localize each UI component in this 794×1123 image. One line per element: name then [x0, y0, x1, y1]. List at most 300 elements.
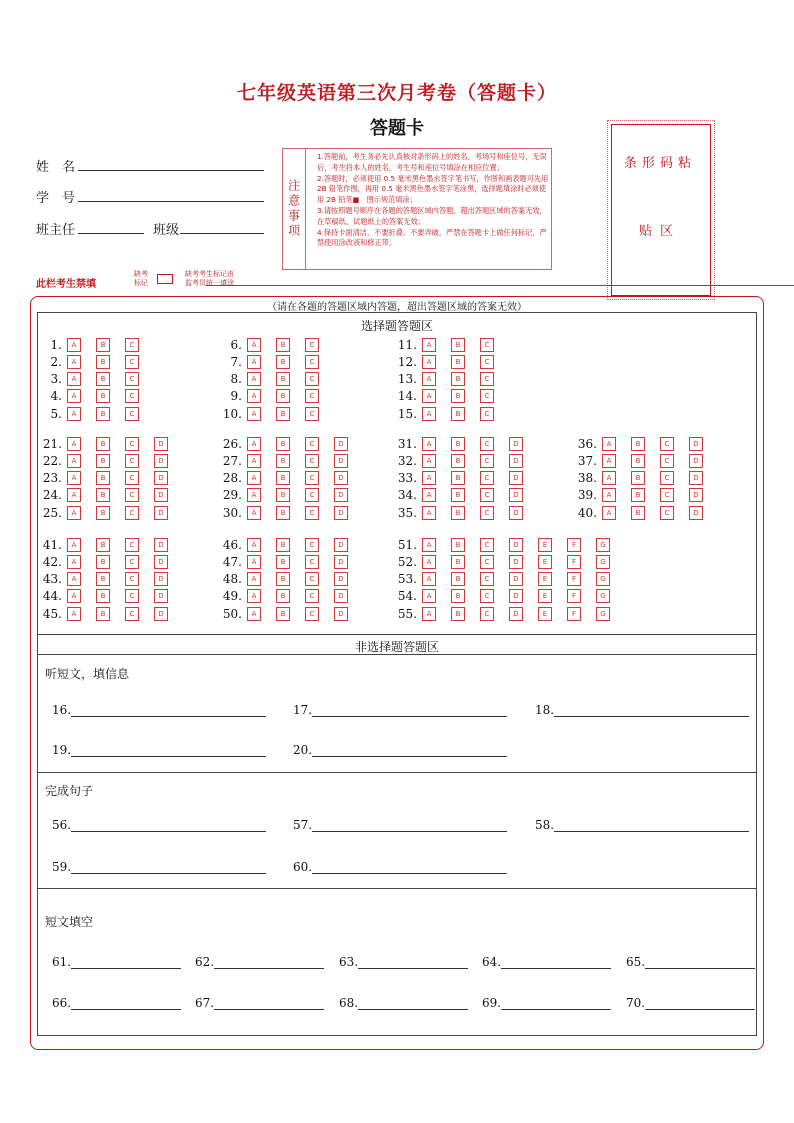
option-bubble-a[interactable]: A: [67, 437, 81, 451]
question-number: 41.: [42, 537, 62, 552]
option-bubble-d[interactable]: D: [334, 488, 348, 502]
option-bubble-f[interactable]: F: [567, 572, 581, 586]
answer-blank[interactable]: [554, 703, 749, 717]
option-bubble-b[interactable]: B: [631, 437, 645, 451]
option-bubble-a[interactable]: A: [247, 488, 261, 502]
option-bubble-b[interactable]: B: [96, 538, 110, 552]
answer-blank[interactable]: [645, 955, 755, 969]
option-bubble-c[interactable]: C: [305, 607, 319, 621]
option-bubble-c[interactable]: C: [305, 555, 319, 569]
option-bubble-d[interactable]: D: [334, 538, 348, 552]
question-number: 40.: [577, 505, 597, 520]
option-bubble-d[interactable]: D: [689, 488, 703, 502]
option-bubble-a[interactable]: A: [247, 538, 261, 552]
fill-number: 70.: [626, 996, 646, 1010]
question-number: 38.: [577, 471, 597, 486]
choice-question-29: [210, 488, 363, 503]
option-bubble-c[interactable]: C: [480, 338, 494, 352]
option-bubble-c[interactable]: C: [125, 555, 139, 569]
option-bubble-a[interactable]: A: [67, 372, 81, 386]
option-bubble-a[interactable]: A: [422, 589, 436, 603]
option-bubble-d[interactable]: D: [334, 437, 348, 451]
option-bubble-d[interactable]: D: [334, 471, 348, 485]
option-bubble-c[interactable]: C: [305, 355, 319, 369]
option-bubble-d[interactable]: D: [154, 488, 168, 502]
choice-question-8: [210, 372, 334, 387]
answer-blank[interactable]: [214, 996, 324, 1010]
option-bubble-b[interactable]: B: [96, 338, 110, 352]
answer-blank[interactable]: [71, 743, 266, 757]
answer-blank[interactable]: [71, 860, 266, 874]
option-bubble-e[interactable]: E: [538, 555, 552, 569]
option-bubble-c[interactable]: C: [480, 355, 494, 369]
option-bubble-c[interactable]: C: [125, 538, 139, 552]
option-bubble-c[interactable]: C: [305, 437, 319, 451]
option-bubble-b[interactable]: B: [451, 607, 465, 621]
option-bubble-a[interactable]: A: [67, 572, 81, 586]
option-bubble-a[interactable]: A: [67, 471, 81, 485]
choice-question-52: [385, 554, 625, 569]
option-bubble-c[interactable]: C: [480, 572, 494, 586]
fill-number: 19.: [52, 743, 72, 757]
option-bubble-d[interactable]: D: [154, 555, 168, 569]
answer-blank[interactable]: [71, 955, 181, 969]
option-bubble-e[interactable]: E: [538, 607, 552, 621]
option-bubble-d[interactable]: D: [334, 555, 348, 569]
option-bubble-b[interactable]: B: [276, 538, 290, 552]
option-bubble-b[interactable]: B: [96, 555, 110, 569]
answer-blank[interactable]: [214, 955, 324, 969]
option-bubble-b[interactable]: B: [631, 471, 645, 485]
option-bubble-c[interactable]: C: [305, 338, 319, 352]
option-bubble-a[interactable]: A: [422, 338, 436, 352]
id-field[interactable]: [78, 201, 264, 202]
option-bubble-c[interactable]: C: [125, 437, 139, 451]
option-bubble-b[interactable]: B: [451, 506, 465, 520]
option-bubble-d[interactable]: D: [334, 506, 348, 520]
question-number: 2.: [50, 354, 62, 369]
option-bubble-g[interactable]: G: [596, 538, 610, 552]
option-bubble-b[interactable]: B: [276, 407, 290, 421]
option-bubble-a[interactable]: A: [422, 607, 436, 621]
option-bubble-b[interactable]: B: [276, 372, 290, 386]
option-bubble-d[interactable]: D: [509, 437, 523, 451]
choice-question-30: [210, 505, 363, 520]
option-bubble-c[interactable]: C: [305, 589, 319, 603]
choice-question-51: [385, 537, 625, 552]
option-bubble-b[interactable]: B: [451, 572, 465, 586]
question-number: 23.: [42, 471, 62, 486]
option-bubble-d[interactable]: D: [509, 572, 523, 586]
option-bubble-b[interactable]: B: [276, 355, 290, 369]
option-bubble-c[interactable]: C: [305, 488, 319, 502]
question-number: 51.: [397, 537, 417, 552]
option-bubble-a[interactable]: A: [247, 372, 261, 386]
option-bubble-b[interactable]: B: [96, 506, 110, 520]
option-bubble-d[interactable]: D: [509, 538, 523, 552]
option-bubble-b[interactable]: B: [451, 407, 465, 421]
option-bubble-d[interactable]: D: [334, 572, 348, 586]
option-bubble-a[interactable]: A: [67, 506, 81, 520]
option-bubble-a[interactable]: A: [247, 607, 261, 621]
option-bubble-a[interactable]: A: [67, 338, 81, 352]
choice-question-28: [210, 471, 363, 486]
choice-question-38: [565, 471, 718, 486]
option-bubble-a[interactable]: A: [247, 506, 261, 520]
option-bubble-a[interactable]: A: [67, 389, 81, 403]
option-bubble-a[interactable]: A: [602, 488, 616, 502]
option-bubble-c[interactable]: C: [480, 607, 494, 621]
choice-question-6: [210, 337, 334, 352]
teacher-field[interactable]: [78, 233, 144, 234]
option-bubble-d[interactable]: D: [154, 607, 168, 621]
option-bubble-b[interactable]: B: [276, 338, 290, 352]
cloze-heading: 短文填空: [45, 915, 94, 929]
option-bubble-b[interactable]: B: [276, 607, 290, 621]
option-bubble-d[interactable]: D: [334, 589, 348, 603]
answer-blank[interactable]: [358, 996, 468, 1010]
fill-number: 68.: [339, 996, 359, 1010]
option-bubble-a[interactable]: A: [422, 372, 436, 386]
option-bubble-g[interactable]: G: [596, 607, 610, 621]
notice-line: 4.保持卡面清洁，不要折叠、不要弄破，严禁在答题卡上做任何标记，严禁使用涂改液和修正带。: [317, 227, 547, 248]
option-bubble-b[interactable]: B: [276, 471, 290, 485]
option-bubble-c[interactable]: C: [660, 437, 674, 451]
question-number: 15.: [397, 406, 417, 421]
fill-number: 65.: [626, 955, 646, 969]
fill-number: 66.: [52, 996, 72, 1010]
question-number: 55.: [397, 606, 417, 621]
option-bubble-c[interactable]: C: [480, 538, 494, 552]
answer-blank[interactable]: [501, 955, 611, 969]
option-bubble-a[interactable]: A: [602, 454, 616, 468]
option-bubble-a[interactable]: A: [247, 355, 261, 369]
question-number: 49.: [222, 589, 242, 604]
option-bubble-a[interactable]: A: [422, 471, 436, 485]
option-bubble-a[interactable]: A: [247, 471, 261, 485]
option-bubble-a[interactable]: A: [247, 407, 261, 421]
fill-item-61: [52, 955, 181, 969]
question-number: 37.: [577, 453, 597, 468]
option-bubble-a[interactable]: A: [422, 407, 436, 421]
fill-number: 60.: [293, 860, 313, 874]
option-bubble-c[interactable]: C: [480, 437, 494, 451]
option-bubble-g[interactable]: G: [596, 589, 610, 603]
option-bubble-d[interactable]: D: [334, 454, 348, 468]
option-bubble-b[interactable]: B: [96, 488, 110, 502]
option-bubble-b[interactable]: B: [276, 506, 290, 520]
option-bubble-c[interactable]: C: [125, 572, 139, 586]
option-bubble-b[interactable]: B: [96, 454, 110, 468]
option-bubble-b[interactable]: B: [96, 372, 110, 386]
option-bubble-d[interactable]: D: [154, 572, 168, 586]
choice-question-40: [565, 505, 718, 520]
class-field[interactable]: [180, 233, 264, 234]
option-bubble-c[interactable]: C: [125, 389, 139, 403]
sheet-instruction: （请在各题的答题区域内答题，超出答题区域的答案无效）: [267, 302, 527, 313]
fill-number: 69.: [482, 996, 502, 1010]
option-bubble-c[interactable]: C: [125, 407, 139, 421]
option-bubble-d[interactable]: D: [154, 437, 168, 451]
option-bubble-e[interactable]: E: [538, 589, 552, 603]
option-bubble-a[interactable]: A: [67, 407, 81, 421]
option-bubble-e[interactable]: E: [538, 538, 552, 552]
answer-blank[interactable]: [312, 703, 507, 717]
option-bubble-a[interactable]: A: [247, 572, 261, 586]
answer-blank[interactable]: [312, 743, 507, 757]
answer-blank[interactable]: [501, 996, 611, 1010]
choice-question-27: [210, 453, 363, 468]
option-bubble-a[interactable]: A: [67, 488, 81, 502]
fill-number: 18.: [535, 703, 555, 717]
option-bubble-c[interactable]: C: [480, 407, 494, 421]
option-bubble-b[interactable]: B: [96, 355, 110, 369]
option-bubble-b[interactable]: B: [451, 471, 465, 485]
question-number: 14.: [397, 389, 417, 404]
answer-blank[interactable]: [312, 860, 507, 874]
option-bubble-d[interactable]: D: [509, 488, 523, 502]
option-bubble-a[interactable]: A: [247, 437, 261, 451]
option-bubble-c[interactable]: C: [480, 488, 494, 502]
option-bubble-a[interactable]: A: [422, 572, 436, 586]
option-bubble-d[interactable]: D: [154, 454, 168, 468]
option-bubble-b[interactable]: B: [631, 506, 645, 520]
option-bubble-c[interactable]: C: [660, 454, 674, 468]
option-bubble-a[interactable]: A: [247, 389, 261, 403]
option-bubble-d[interactable]: D: [509, 589, 523, 603]
option-bubble-c[interactable]: C: [125, 607, 139, 621]
option-bubble-c[interactable]: C: [480, 589, 494, 603]
option-bubble-a[interactable]: A: [422, 437, 436, 451]
option-bubble-a[interactable]: A: [422, 389, 436, 403]
option-bubble-a[interactable]: A: [67, 555, 81, 569]
option-bubble-b[interactable]: B: [96, 589, 110, 603]
option-bubble-d[interactable]: D: [689, 437, 703, 451]
absent-note: 缺考考生标记由 监考员统一填涂: [185, 270, 234, 287]
option-bubble-a[interactable]: A: [67, 454, 81, 468]
option-bubble-c[interactable]: C: [660, 506, 674, 520]
option-bubble-c[interactable]: C: [125, 471, 139, 485]
fill-item-16: [52, 703, 266, 717]
fill-item-18: [535, 703, 749, 717]
option-bubble-c[interactable]: C: [480, 555, 494, 569]
option-bubble-a[interactable]: A: [422, 506, 436, 520]
choice-question-9: [210, 389, 334, 404]
option-bubble-a[interactable]: A: [422, 454, 436, 468]
option-bubble-a[interactable]: A: [602, 471, 616, 485]
option-bubble-d[interactable]: D: [689, 506, 703, 520]
option-bubble-b[interactable]: B: [451, 437, 465, 451]
option-bubble-d[interactable]: D: [689, 471, 703, 485]
option-bubble-b[interactable]: B: [451, 589, 465, 603]
answer-blank[interactable]: [312, 818, 507, 832]
choice-question-32: [385, 453, 538, 468]
option-bubble-a[interactable]: A: [247, 454, 261, 468]
option-bubble-b[interactable]: B: [276, 454, 290, 468]
option-bubble-c[interactable]: C: [305, 372, 319, 386]
notice-text: [317, 152, 549, 249]
option-bubble-a[interactable]: A: [247, 555, 261, 569]
choice-question-31: [385, 436, 538, 451]
question-number: 1.: [50, 337, 62, 352]
exam-title: 七年级英语第三次月考卷（答题卡）: [236, 82, 557, 104]
choice-question-36: [565, 436, 718, 451]
option-bubble-c[interactable]: C: [125, 355, 139, 369]
option-bubble-c[interactable]: C: [480, 471, 494, 485]
option-bubble-a[interactable]: A: [422, 555, 436, 569]
option-bubble-c[interactable]: C: [480, 372, 494, 386]
option-bubble-c[interactable]: C: [125, 506, 139, 520]
option-bubble-c[interactable]: C: [660, 488, 674, 502]
choice-question-44: [30, 589, 183, 604]
choice-question-15: [385, 406, 509, 421]
fill-number: 20.: [293, 743, 313, 757]
answer-blank[interactable]: [71, 996, 181, 1010]
question-number: 30.: [222, 505, 242, 520]
option-bubble-a[interactable]: A: [602, 437, 616, 451]
option-bubble-f[interactable]: F: [567, 555, 581, 569]
option-bubble-b[interactable]: B: [96, 389, 110, 403]
choice-question-3: [30, 372, 154, 387]
option-bubble-b[interactable]: B: [276, 488, 290, 502]
option-bubble-f[interactable]: F: [567, 607, 581, 621]
option-bubble-c[interactable]: C: [125, 488, 139, 502]
option-bubble-a[interactable]: A: [67, 607, 81, 621]
choice-question-33: [385, 471, 538, 486]
answer-blank[interactable]: [71, 703, 266, 717]
fill-number: 58.: [535, 818, 555, 832]
option-bubble-d[interactable]: D: [509, 607, 523, 621]
option-bubble-d[interactable]: D: [154, 471, 168, 485]
option-bubble-c[interactable]: C: [480, 506, 494, 520]
option-bubble-a[interactable]: A: [422, 488, 436, 502]
question-number: 24.: [42, 488, 62, 503]
name-field[interactable]: [78, 170, 264, 171]
option-bubble-a[interactable]: A: [602, 506, 616, 520]
option-bubble-d[interactable]: D: [509, 555, 523, 569]
option-bubble-b[interactable]: B: [276, 572, 290, 586]
question-number: 4.: [50, 389, 62, 404]
option-bubble-d[interactable]: D: [509, 471, 523, 485]
listening-heading: 听短文，填信息: [45, 667, 130, 681]
question-number: 22.: [42, 453, 62, 468]
question-number: 25.: [42, 505, 62, 520]
option-bubble-c[interactable]: C: [480, 454, 494, 468]
barcode-label-2: 贴区: [638, 224, 681, 239]
option-bubble-b[interactable]: B: [631, 488, 645, 502]
option-bubble-a[interactable]: A: [422, 355, 436, 369]
choice-question-14: [385, 389, 509, 404]
option-bubble-b[interactable]: B: [96, 471, 110, 485]
absent-checkbox[interactable]: [157, 274, 173, 284]
option-bubble-b[interactable]: B: [451, 389, 465, 403]
option-bubble-d[interactable]: D: [154, 538, 168, 552]
option-bubble-b[interactable]: B: [276, 555, 290, 569]
option-bubble-b[interactable]: B: [96, 607, 110, 621]
option-bubble-b[interactable]: B: [96, 407, 110, 421]
option-bubble-c[interactable]: C: [305, 506, 319, 520]
option-bubble-d[interactable]: D: [154, 589, 168, 603]
option-bubble-a[interactable]: A: [67, 538, 81, 552]
option-bubble-c[interactable]: C: [305, 471, 319, 485]
option-bubble-a[interactable]: A: [67, 589, 81, 603]
option-bubble-a[interactable]: A: [67, 355, 81, 369]
option-bubble-c[interactable]: C: [125, 454, 139, 468]
option-bubble-b[interactable]: B: [451, 338, 465, 352]
option-bubble-d[interactable]: D: [154, 506, 168, 520]
question-number: 33.: [397, 471, 417, 486]
option-bubble-b[interactable]: B: [96, 572, 110, 586]
option-bubble-b[interactable]: B: [96, 437, 110, 451]
nonchoice-section-title: 非选择题答题区: [354, 640, 439, 654]
option-bubble-d[interactable]: D: [509, 506, 523, 520]
fill-item-65: [626, 955, 755, 969]
fill-item-64: [482, 955, 611, 969]
question-number: 35.: [397, 505, 417, 520]
option-bubble-e[interactable]: E: [538, 572, 552, 586]
fill-item-58: [535, 818, 749, 832]
choice-question-22: [30, 453, 183, 468]
option-bubble-c[interactable]: C: [305, 538, 319, 552]
option-bubble-c[interactable]: C: [125, 589, 139, 603]
option-bubble-c[interactable]: C: [660, 471, 674, 485]
option-bubble-d[interactable]: D: [334, 607, 348, 621]
question-number: 7.: [230, 354, 242, 369]
option-bubble-b[interactable]: B: [631, 454, 645, 468]
option-bubble-g[interactable]: G: [596, 555, 610, 569]
section-divider: [37, 772, 757, 773]
option-bubble-b[interactable]: B: [276, 589, 290, 603]
option-bubble-b[interactable]: B: [451, 488, 465, 502]
option-bubble-c[interactable]: C: [305, 572, 319, 586]
teacher-label: 班主任: [36, 223, 76, 238]
option-bubble-f[interactable]: F: [567, 589, 581, 603]
question-number: 32.: [397, 453, 417, 468]
option-bubble-a[interactable]: A: [247, 338, 261, 352]
option-bubble-b[interactable]: B: [276, 389, 290, 403]
option-bubble-b[interactable]: B: [276, 437, 290, 451]
option-bubble-c[interactable]: C: [480, 389, 494, 403]
option-bubble-d[interactable]: D: [689, 454, 703, 468]
option-bubble-a[interactable]: A: [422, 538, 436, 552]
option-bubble-b[interactable]: B: [451, 538, 465, 552]
option-bubble-b[interactable]: B: [451, 555, 465, 569]
answer-blank[interactable]: [358, 955, 468, 969]
option-bubble-b[interactable]: B: [451, 454, 465, 468]
choice-question-46: [210, 537, 363, 552]
option-bubble-c[interactable]: C: [125, 338, 139, 352]
option-bubble-g[interactable]: G: [596, 572, 610, 586]
option-bubble-c[interactable]: C: [305, 454, 319, 468]
option-bubble-b[interactable]: B: [451, 372, 465, 386]
fill-number: 64.: [482, 955, 502, 969]
option-bubble-a[interactable]: A: [247, 589, 261, 603]
option-bubble-c[interactable]: C: [305, 389, 319, 403]
answer-blank[interactable]: [645, 996, 755, 1010]
choice-question-25: [30, 505, 183, 520]
answer-blank[interactable]: [71, 818, 266, 832]
option-bubble-c[interactable]: C: [125, 372, 139, 386]
option-bubble-f[interactable]: F: [567, 538, 581, 552]
option-bubble-d[interactable]: D: [509, 454, 523, 468]
question-number: 48.: [222, 572, 242, 587]
choice-question-50: [210, 606, 363, 621]
option-bubble-b[interactable]: B: [451, 355, 465, 369]
class-label: 班级: [153, 223, 180, 238]
option-bubble-c[interactable]: C: [305, 407, 319, 421]
answer-blank[interactable]: [554, 818, 749, 832]
barcode-area: [611, 124, 711, 296]
